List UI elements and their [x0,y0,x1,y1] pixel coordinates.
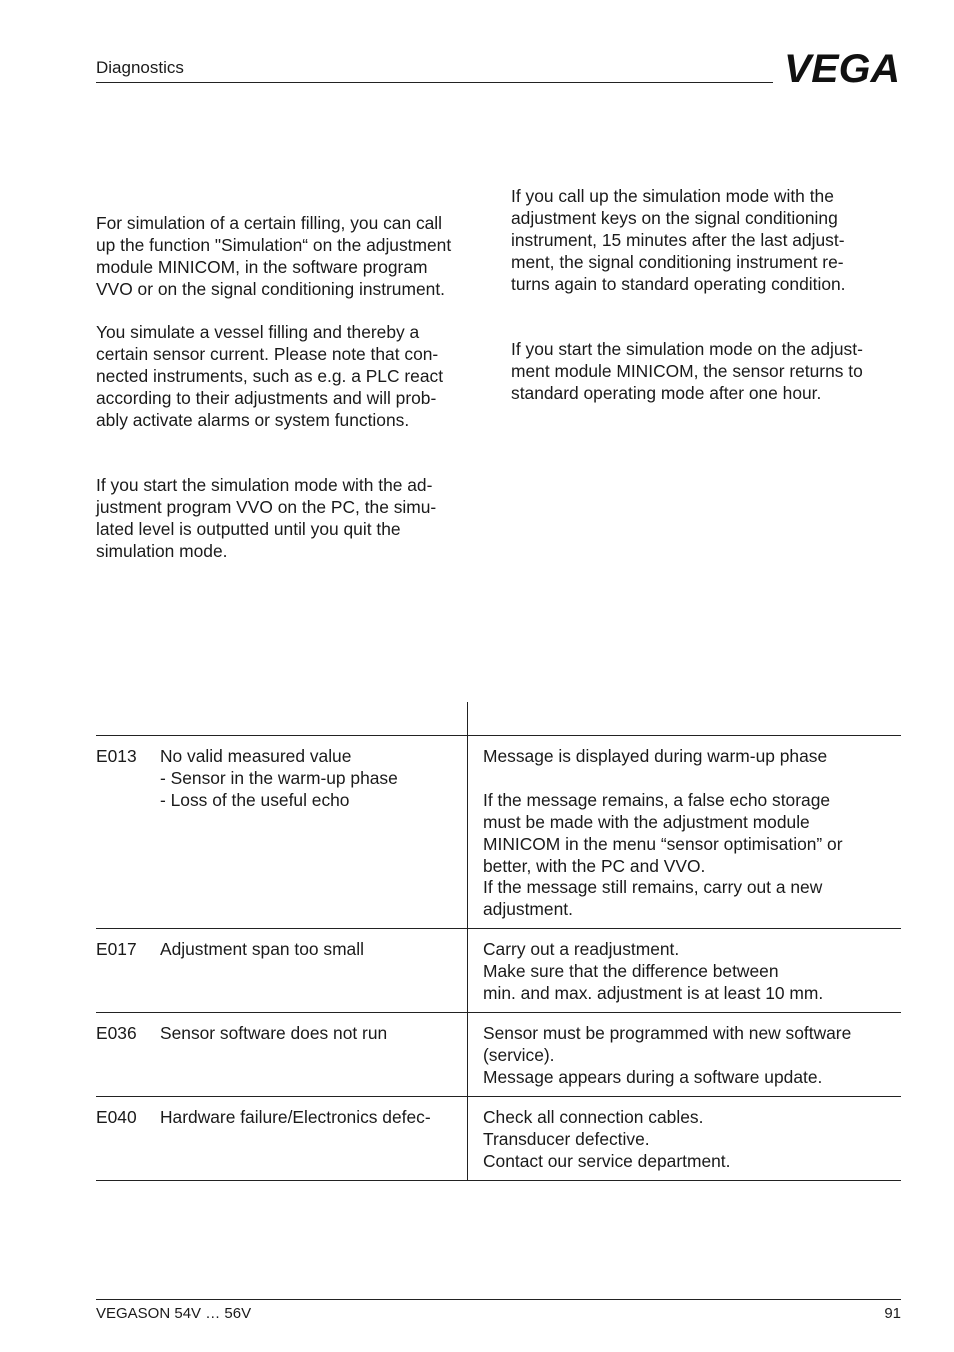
text-line: justment program VVO on the PC, the simu- [96,496,437,517]
text-line: - Loss of the useful echo [160,789,350,810]
header-rule [96,82,773,83]
error-description [160,746,398,812]
left-para-3 [96,475,436,563]
text-line: No valid measured value [160,746,352,766]
error-description [160,939,364,961]
footer-rule [96,1299,901,1300]
text-line: Hardware failure/Electronics defec- [160,1107,431,1127]
left-para-1 [96,213,451,301]
error-code: E013 [96,746,137,766]
footer-product: VEGASON 54V … 56V [96,1305,252,1322]
error-remedy [483,1023,851,1089]
text-line: Sensor software does not run [160,1023,388,1043]
text-line: VVO or on the signal conditioning instrument. [96,278,445,299]
column-divider [467,1013,468,1096]
text-line: min. and max. adjustment is at least 10 mm. [483,982,824,1003]
error-description [160,1023,387,1045]
error-code: E040 [96,1107,137,1127]
table-header-divider [467,702,468,736]
right-para-2 [511,339,863,405]
right-para-1 [511,186,846,296]
text-line: ment module MINICOM, the sensor returns to [511,360,863,381]
table-row-e013 [96,735,901,928]
text-line: module MINICOM, in the software program [96,256,428,277]
text-line: Carry out a readjustment. [483,939,680,959]
text-line: turns again to standard operating condition. [511,273,846,294]
text-line: Message is displayed during warm-up phase [483,746,828,766]
text-line: adjustment. [483,899,573,920]
text-line: lated level is outputted until you quit the [96,518,401,539]
text-line: up the function "Simulation“ on the adjustment [96,234,452,255]
text-line: - Sensor in the warm-up phase [160,767,398,788]
error-table [96,735,901,1181]
column-divider [467,736,468,928]
table-row-e036 [96,1012,901,1096]
error-description [160,1107,431,1129]
text-line: Transducer defective. [483,1128,650,1149]
text-line: If the message remains, a false echo storage [483,789,831,810]
text-line: If you call up the simulation mode with the [511,186,834,206]
vega-logo [783,51,901,85]
text-line: simulation mode. [96,540,228,561]
page-number: 91 [884,1305,901,1322]
text-line: adjustment keys on the signal conditioning [511,207,838,228]
text-line: nected instruments, such as e.g. a PLC react [96,365,444,386]
error-code: E036 [96,1023,137,1043]
column-divider [467,1097,468,1180]
table-row-e040 [96,1096,901,1181]
text-line: For simulation of a certain filling, you can call [96,213,443,233]
error-remedy [483,1107,730,1173]
text-line: ment, the signal conditioning instrument re- [511,251,844,272]
text-line: (service). [483,1044,555,1065]
text-line: Contact our service department. [483,1150,731,1171]
text-line: If the message still remains, carry out a new [483,877,823,898]
spacer [483,768,843,790]
text-line: MINICOM in the menu “sensor optimisation” or [483,833,843,854]
text-line: certain sensor current. Please note that con- [96,343,439,364]
error-remedy [483,939,823,1005]
error-code: E017 [96,939,137,959]
table-row-e017 [96,928,901,1012]
text-line: If you start the simulation mode on the adjust- [511,339,863,359]
text-line: instrument, 15 minutes after the last adjust- [511,229,845,250]
column-divider [467,929,468,1012]
text-line: must be made with the adjustment module [483,811,810,832]
left-para-2 [96,322,443,432]
logo-text: VEGA [784,51,900,85]
error-remedy [483,746,843,921]
text-line: ably activate alarms or system functions. [96,409,410,430]
text-line: standard operating mode after one hour. [511,382,822,403]
text-line: Sensor must be programmed with new software [483,1023,852,1043]
text-line: Message appears during a software update. [483,1066,823,1087]
text-line: Make sure that the difference between [483,960,779,981]
text-line: according to their adjustments and will prob- [96,387,437,408]
text-line: better, with the PC and VVO. [483,855,706,876]
text-line: Adjustment span too small [160,939,364,959]
text-line: If you start the simulation mode with the ad- [96,475,433,495]
text-line: Check all connection cables. [483,1107,704,1127]
text-line: You simulate a vessel filling and thereby a [96,322,420,342]
header-title: Diagnostics [96,58,184,77]
